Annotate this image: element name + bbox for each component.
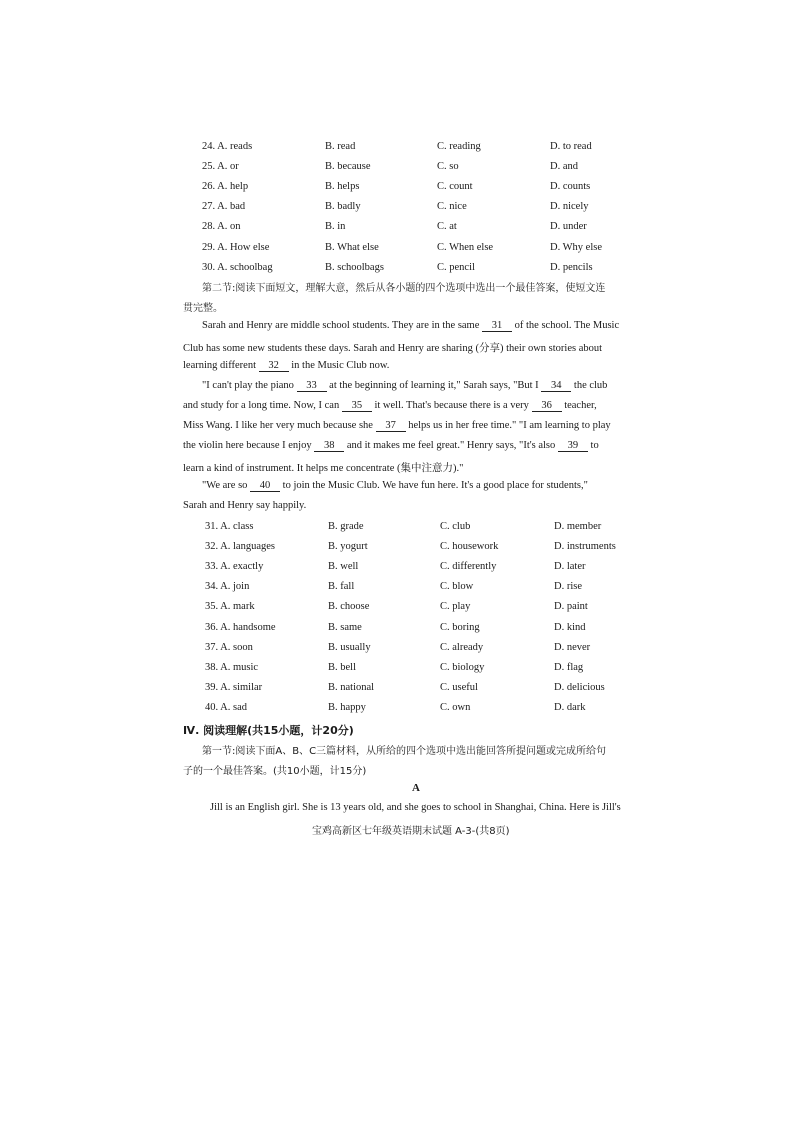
- option-a: 36. A. handsome: [205, 621, 276, 633]
- option-d: D. nicely: [550, 201, 589, 213]
- option-b: B. read: [325, 141, 356, 152]
- option-d: D. member: [554, 521, 602, 532]
- passage-text: "We are so: [202, 480, 248, 491]
- passage-text: helps us in her free time." "I am learning to play: [408, 420, 611, 431]
- option-c: C. own: [440, 701, 471, 713]
- option-a: 34. A. join: [205, 581, 250, 593]
- passage-text: teacher,: [564, 400, 597, 411]
- passage-line: Club has some new students these days. Sarah and Henry are sharing (分享) their own stories about: [183, 343, 603, 354]
- option-c: C. When else: [437, 241, 494, 253]
- option-b: B. yogurt: [328, 541, 368, 553]
- blank-32: 32: [259, 360, 289, 372]
- reading-heading: Ⅳ. 阅读理解(共15小题，计20分): [183, 724, 354, 737]
- option-b: B. What else: [325, 241, 379, 253]
- passage-text: of the school. The Music: [514, 320, 620, 331]
- passage-line: [183, 400, 597, 412]
- option-b: B. helps: [325, 181, 360, 193]
- passage-text: Sarah and Henry are middle school students. They are in the same: [202, 320, 480, 331]
- section-a-label: A: [412, 782, 420, 794]
- option-c: C. so: [437, 161, 459, 173]
- option-d: D. instruments: [554, 541, 616, 553]
- option-b: B. happy: [328, 701, 366, 713]
- passage-line: learn a kind of instrument. It helps me concentrate (集中注意力).": [183, 463, 464, 474]
- option-c: C. blow: [440, 581, 474, 593]
- passage-text: the violin here because I enjoy: [183, 440, 312, 451]
- passage-line: [202, 480, 588, 492]
- option-c: C. club: [440, 521, 471, 532]
- reading-first-line: Jill is an English girl. She is 13 years old, and she goes to school in Shanghai, China. Here is Jill's: [210, 802, 621, 813]
- option-b: B. badly: [325, 201, 361, 213]
- option-c: C. biology: [440, 661, 485, 673]
- option-a: 26. A. help: [202, 181, 249, 193]
- section2-instruction-cont: 贯完整。: [183, 303, 223, 314]
- option-a: 35. A. mark: [205, 601, 255, 613]
- blank-40: 40: [250, 480, 280, 492]
- option-a: 28. A. on: [202, 221, 241, 233]
- option-b: B. usually: [328, 641, 371, 653]
- passage-text: at the beginning of learning it," Sarah says, "But I: [329, 380, 539, 391]
- option-d: D. Why else: [550, 241, 603, 253]
- blank-39: 39: [558, 440, 588, 452]
- option-a: 31. A. class: [205, 521, 254, 532]
- blank-31: 31: [482, 320, 512, 332]
- passage-text: learning different: [183, 360, 256, 371]
- passage-text: Miss Wang. I like her very much because she: [183, 420, 373, 431]
- option-d: D. to read: [550, 141, 592, 152]
- option-b: B. schoolbags: [325, 261, 384, 273]
- passage-text: it well. That's because there is a very: [374, 400, 529, 411]
- option-a: 29. A. How else: [202, 241, 270, 253]
- option-b: B. bell: [328, 661, 356, 673]
- option-a: 32. A. languages: [205, 541, 275, 553]
- option-d: D. paint: [554, 601, 588, 613]
- option-a: 30. A. schoolbag: [202, 261, 273, 273]
- option-b: B. in: [325, 221, 346, 233]
- option-d: D. counts: [550, 181, 591, 193]
- option-c: C. differently: [440, 561, 497, 573]
- passage-text: "I can't play the piano: [202, 380, 294, 391]
- option-c: C. already: [440, 641, 484, 653]
- option-d: D. and: [550, 161, 578, 173]
- passage-line: [202, 320, 619, 332]
- option-b: B. because: [325, 161, 371, 173]
- option-a: 25. A. or: [202, 161, 239, 173]
- blank-34: 34: [541, 380, 571, 392]
- blank-35: 35: [342, 400, 372, 412]
- option-d: D. rise: [554, 581, 582, 593]
- option-c: C. count: [437, 181, 473, 193]
- option-a: 40. A. sad: [205, 701, 247, 713]
- option-b: B. grade: [328, 521, 364, 532]
- reading-instruction-cont: 子的一个最佳答案。(共10小题，计15分): [183, 766, 367, 777]
- passage-text: and it makes me feel great." Henry says, "It's also: [346, 440, 556, 451]
- option-b: B. same: [328, 621, 362, 633]
- blank-38: 38: [314, 440, 344, 452]
- option-a: 24. A. reads: [202, 141, 253, 152]
- option-d: D. kind: [554, 621, 586, 633]
- option-a: 27. A. bad: [202, 201, 246, 213]
- passage-line: [183, 440, 599, 452]
- option-b: B. well: [328, 561, 359, 573]
- option-c: C. nice: [437, 201, 467, 213]
- option-d: D. pencils: [550, 261, 593, 273]
- option-b: B. national: [328, 681, 375, 693]
- option-c: C. housework: [440, 541, 499, 553]
- option-c: C. pencil: [437, 261, 475, 273]
- blank-36: 36: [532, 400, 562, 412]
- option-c: C. at: [437, 221, 457, 233]
- blank-37: 37: [376, 420, 406, 432]
- option-d: D. under: [550, 221, 587, 233]
- option-a: 39. A. similar: [205, 681, 263, 693]
- passage-line: [183, 360, 389, 372]
- passage-line: [183, 420, 611, 432]
- passage-text: in the Music Club now.: [291, 360, 390, 371]
- option-c: C. boring: [440, 621, 480, 633]
- option-d: D. delicious: [554, 681, 605, 693]
- option-a: 38. A. music: [205, 661, 259, 673]
- option-c: C. reading: [437, 141, 481, 152]
- blank-33: 33: [297, 380, 327, 392]
- option-d: D. flag: [554, 661, 584, 673]
- option-a: 37. A. soon: [205, 641, 253, 653]
- option-c: C. play: [440, 601, 471, 613]
- option-b: B. fall: [328, 581, 355, 593]
- option-d: D. dark: [554, 701, 586, 713]
- section2-instruction: 第二节:阅读下面短文，理解大意，然后从各小题的四个选项中选出一个最佳答案，使短文连: [202, 283, 606, 294]
- passage-text: and study for a long time. Now, I can: [183, 400, 340, 411]
- option-a: 33. A. exactly: [205, 561, 264, 573]
- passage-line: Sarah and Henry say happily.: [183, 500, 307, 511]
- passage-line: [202, 380, 607, 392]
- option-b: B. choose: [328, 601, 370, 613]
- page-footer: 宝鸡高新区七年级英语期末试题 A-3-(共8页): [312, 826, 510, 837]
- reading-instruction: 第一节:阅读下面A、B、C三篇材料，从所给的四个选项中选出能回答所提问题或完成所给句: [202, 746, 607, 757]
- passage-text: to join the Music Club. We have fun here. It's a good place for students,": [282, 480, 588, 491]
- passage-text: to: [590, 440, 599, 451]
- option-d: D. never: [554, 641, 591, 653]
- passage-text: the club: [573, 380, 608, 391]
- option-c: C. useful: [440, 681, 478, 693]
- option-d: D. later: [554, 561, 586, 573]
